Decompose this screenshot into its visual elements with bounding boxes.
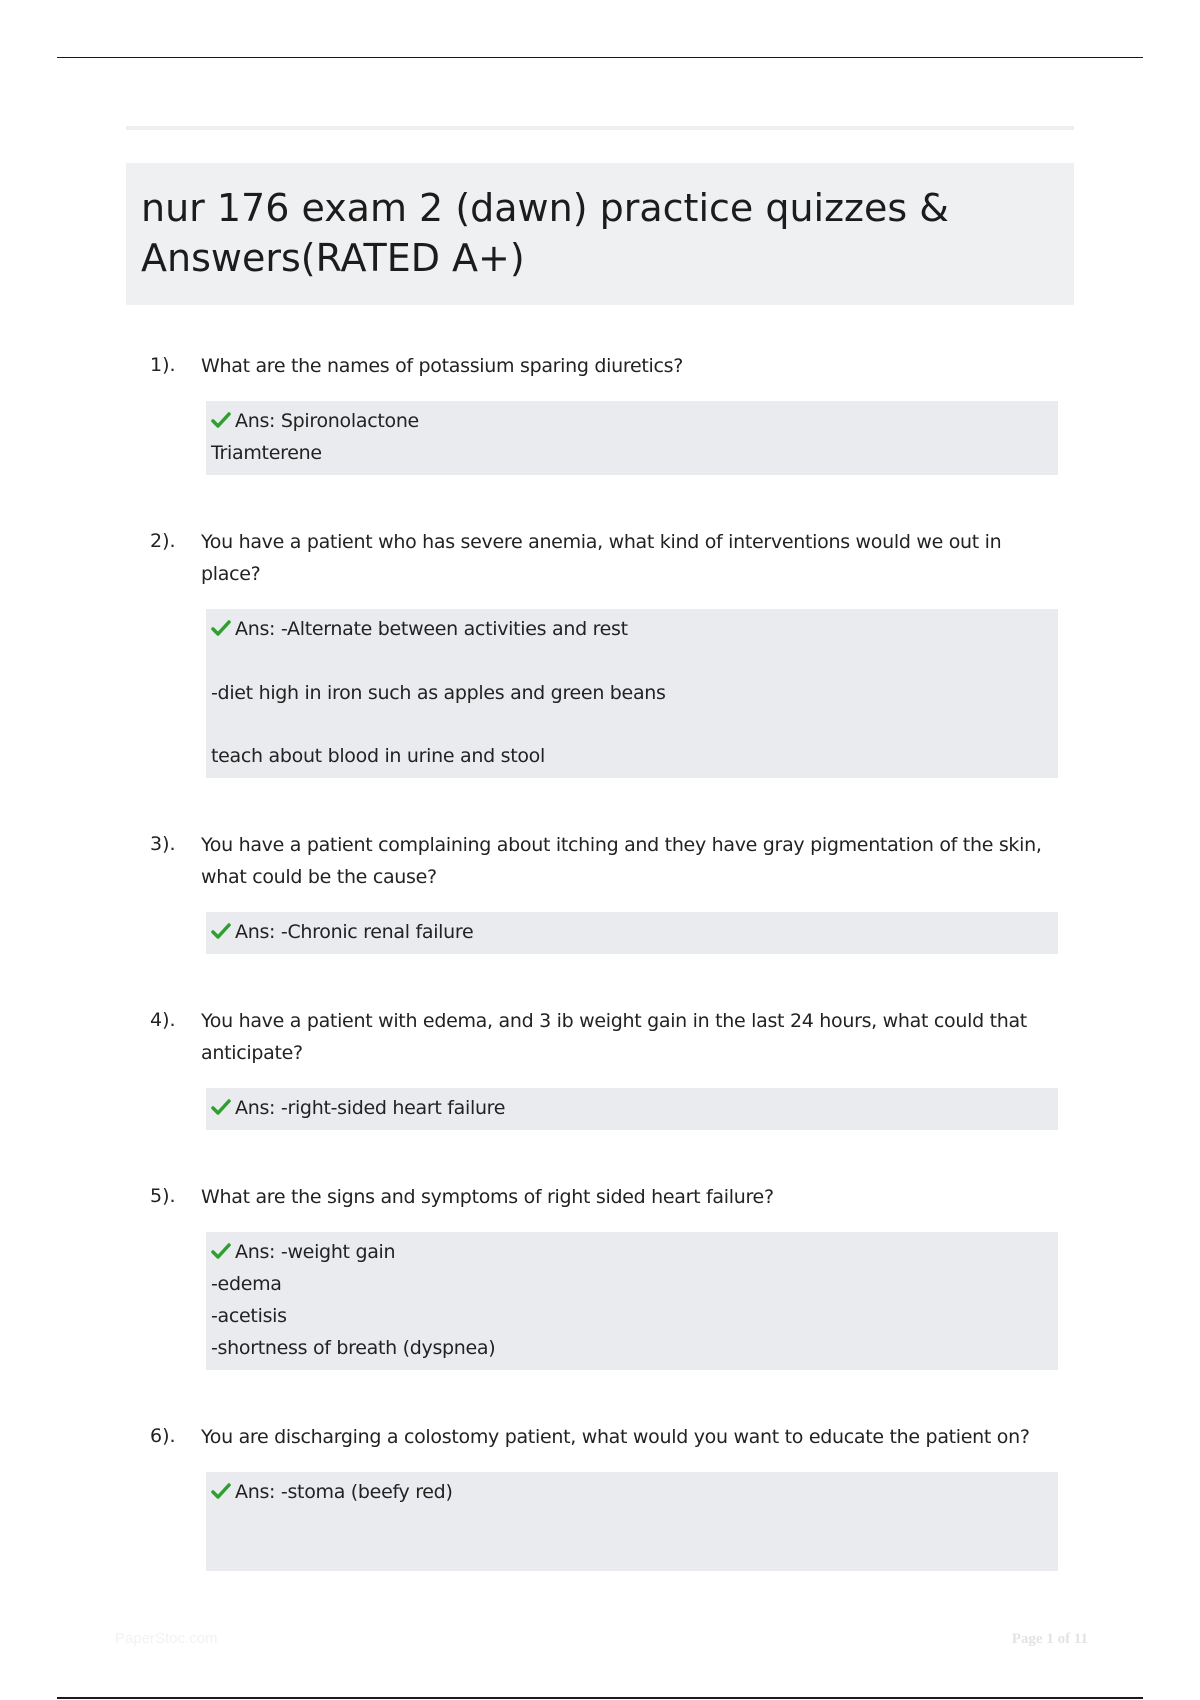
answer-text: -weight gain [280, 1241, 396, 1263]
document-title: nur 176 exam 2 (dawn) practice quizzes & Answers(RATED A+) [141, 186, 949, 280]
answer-line [211, 405, 1053, 437]
answer-text: -right-sided heart failure [280, 1097, 506, 1119]
answer-box [206, 401, 1058, 475]
question-5 [126, 1181, 1074, 1370]
question-list [126, 350, 1074, 1571]
question-text: You have a patient who has severe anemia, what kind of interventions would we out in place? [201, 531, 1002, 585]
answer-text: Spironolactone [280, 410, 419, 432]
top-rule [57, 57, 1143, 58]
answer-line: teach about blood in urine and stool [211, 745, 545, 767]
bottom-rule [57, 1697, 1143, 1699]
answer-prefix: Ans: [235, 618, 276, 640]
check-icon [211, 922, 231, 940]
answer-text: -Alternate between activities and rest [280, 618, 628, 640]
answer-text: -stoma (beefy red) [280, 1481, 453, 1503]
answer-line [211, 1236, 1053, 1268]
answer-line: Triamterene [211, 442, 322, 464]
question-number: 6). [150, 1425, 176, 1447]
page-number: Page 1 of 11 [1011, 1631, 1088, 1647]
answer-box [206, 912, 1058, 954]
question-number: 3). [150, 833, 176, 855]
check-icon [211, 1242, 231, 1260]
question-number: 2). [150, 530, 176, 552]
answer-line [211, 916, 1053, 948]
question-text: What are the signs and symptoms of right sided heart failure? [201, 1186, 774, 1208]
answer-box [206, 1088, 1058, 1130]
question-3 [126, 829, 1074, 954]
answer-prefix: Ans: [235, 921, 276, 943]
answer-line [211, 613, 1053, 645]
question-number: 1). [150, 354, 176, 376]
answer-prefix: Ans: [235, 410, 276, 432]
check-icon [211, 1482, 231, 1500]
title-box [126, 163, 1074, 305]
question-text: You have a patient with edema, and 3 ib weight gain in the last 24 hours, what could that anticipate? [201, 1010, 1027, 1064]
question-4 [126, 1005, 1074, 1130]
question-number: 4). [150, 1009, 176, 1031]
question-1 [126, 350, 1074, 475]
answer-line: -acetisis [211, 1305, 287, 1327]
check-icon [211, 1098, 231, 1116]
question-2 [126, 526, 1074, 778]
answer-prefix: Ans: [235, 1481, 276, 1503]
check-icon [211, 619, 231, 637]
answer-line [211, 1476, 1053, 1508]
answer-prefix: Ans: [235, 1097, 276, 1119]
watermark-text: PaperStoc.com [115, 1630, 218, 1647]
question-text: What are the names of potassium sparing diuretics? [201, 355, 684, 377]
question-text: You are discharging a colostomy patient, what would you want to educate the patient on? [201, 1426, 1030, 1448]
answer-prefix: Ans: [235, 1241, 276, 1263]
check-icon [211, 411, 231, 429]
answer-box [206, 609, 1058, 778]
answer-line: -shortness of breath (dyspnea) [211, 1337, 496, 1359]
question-6 [126, 1421, 1074, 1571]
question-text: You have a patient complaining about itching and they have gray pigmentation of the skin, what could be the cause? [201, 834, 1042, 888]
question-number: 5). [150, 1185, 176, 1207]
answer-text: -Chronic renal failure [280, 921, 474, 943]
answer-box [206, 1472, 1058, 1571]
answer-line: -diet high in iron such as apples and green beans [211, 682, 666, 704]
answer-line: -edema [211, 1273, 282, 1295]
answer-box [206, 1232, 1058, 1370]
answer-line [211, 1092, 1053, 1124]
header-divider [126, 126, 1074, 130]
